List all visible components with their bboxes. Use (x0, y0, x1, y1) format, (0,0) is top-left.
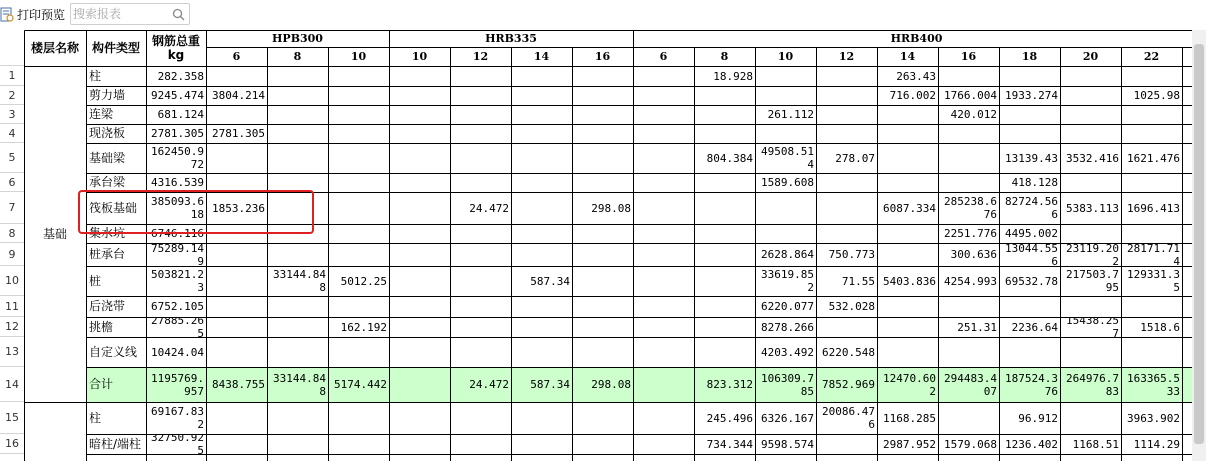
value-cell: 298.08 (591, 378, 631, 391)
value-cell: 129331.35 (1127, 268, 1180, 294)
value-cell: 264976.783 (1066, 371, 1119, 398)
header-grade-group: HRB400 (890, 32, 943, 45)
value-cell: 804.384 (706, 151, 753, 165)
total-weight-cell: 162450.972 (151, 145, 204, 171)
total-weight-cell: 32750.925 (151, 434, 204, 454)
value-cell: 13044.556 (1005, 243, 1058, 266)
header-diameter: 18 (1021, 50, 1038, 63)
header-diameter: 6 (659, 50, 668, 63)
component-name: 桩 (89, 273, 102, 288)
value-cell: 418.128 (1011, 176, 1058, 189)
component-name: 柱 (89, 68, 102, 83)
header-diameter: 14 (533, 50, 550, 63)
header-grade-group: HRB335 (485, 32, 537, 45)
component-name: 桩承台 (89, 247, 126, 261)
report-sheet (0, 30, 1206, 461)
row-number: 1 (0, 66, 24, 86)
value-cell: 263.43 (896, 69, 936, 83)
total-weight-cell: 385093.618 (151, 195, 204, 221)
vertical-scrollbar[interactable] (1192, 30, 1206, 461)
value-cell: 3963.902 (1127, 411, 1180, 425)
value-cell: 28171.714 (1127, 243, 1180, 266)
value-cell: 33619.852 (761, 268, 814, 294)
search-input[interactable] (73, 5, 167, 23)
value-cell: 4203.492 (761, 345, 814, 359)
value-cell: 300.636 (950, 248, 997, 261)
value-cell: 24.472 (469, 378, 509, 391)
component-name: 筏板基础 (89, 200, 138, 215)
row-number: 14 (0, 367, 24, 402)
value-cell: 1236.402 (1005, 437, 1058, 451)
value-cell: 587.34 (530, 378, 570, 391)
value-cell: 532.028 (828, 300, 875, 313)
value-cell: 734.344 (706, 437, 753, 451)
floor-group-label: 基础 (42, 226, 67, 241)
header-diameter: 10 (411, 50, 428, 63)
value-cell: 1621.476 (1127, 151, 1180, 165)
row-number: 15 (0, 402, 24, 434)
value-cell: 23119.202 (1066, 243, 1119, 266)
value-cell: 49508.514 (761, 145, 814, 171)
value-cell: 162.192 (340, 320, 387, 334)
total-weight-cell: 75289.149 (151, 243, 204, 266)
header-component-type: 构件类型 (91, 40, 140, 55)
value-cell: 1025.98 (1133, 89, 1180, 102)
value-cell: 5403.836 (883, 274, 936, 288)
value-cell: 15438.257 (1066, 317, 1119, 337)
total-weight-cell: 10424.04 (151, 345, 204, 359)
total-weight-cell: 4316.539 (151, 176, 204, 189)
component-name: 连梁 (89, 107, 114, 121)
component-name: 现浇板 (89, 126, 126, 140)
row-number: 16 (0, 434, 24, 454)
component-name: 暗柱/端柱 (89, 436, 142, 451)
value-cell: 187524.376 (1005, 371, 1058, 398)
header-diameter: 12 (472, 50, 489, 63)
value-cell: 1114.29 (1133, 437, 1180, 451)
value-cell: 298.08 (591, 201, 631, 215)
value-cell: 251.31 (957, 320, 997, 334)
header-total-line1: 钢筋总重 (151, 34, 200, 48)
value-cell: 5174.442 (334, 378, 387, 391)
component-name: 后浇带 (89, 299, 126, 313)
header-diameter: 16 (960, 50, 977, 63)
component-name: 合计 (89, 377, 114, 391)
search-box[interactable] (70, 3, 190, 25)
row-number: 10 (0, 266, 24, 296)
value-cell: 33144.848 (273, 371, 326, 398)
header-diameter: 16 (594, 50, 611, 63)
value-cell: 1853.236 (212, 201, 265, 215)
value-cell: 285238.676 (944, 195, 997, 221)
print-preview-button[interactable]: 打印预览 (17, 8, 66, 22)
scrollbar-thumb[interactable] (1194, 44, 1204, 444)
value-cell: 18.928 (713, 69, 753, 83)
value-cell: 6087.334 (883, 201, 936, 215)
value-cell: 106309.785 (761, 371, 814, 398)
value-cell: 13139.43 (1005, 151, 1058, 165)
header-diameter: 10 (350, 50, 367, 63)
total-weight-cell: 69167.832 (151, 405, 204, 431)
value-cell: 587.34 (530, 274, 570, 288)
value-cell: 1589.608 (761, 176, 814, 189)
total-weight-cell: 2781.305 (151, 127, 204, 140)
row-number: 3 (0, 105, 24, 124)
header-diameter: 12 (838, 50, 855, 63)
value-cell: 1579.068 (944, 437, 997, 451)
header-diameter: 14 (899, 50, 916, 63)
total-weight-cell: 1195769.957 (151, 371, 204, 398)
value-cell: 4254.993 (944, 274, 997, 288)
value-cell: 420.012 (950, 108, 997, 121)
component-name: 挑檐 (89, 319, 114, 334)
header-diameter: 6 (232, 50, 241, 63)
header-total-unit: kg (167, 48, 185, 62)
value-cell: 716.002 (889, 89, 936, 102)
value-cell: 1766.004 (944, 89, 997, 102)
print-preview-icon[interactable] (0, 7, 14, 23)
value-cell: 6220.077 (761, 300, 814, 313)
value-cell: 8438.755 (212, 378, 265, 391)
row-number: 6 (0, 173, 24, 192)
value-cell: 294483.407 (944, 371, 997, 398)
header-diameter: 20 (1082, 50, 1099, 63)
row-number: 2 (0, 86, 24, 105)
value-cell: 217503.795 (1066, 268, 1119, 294)
component-name: 自定义线 (89, 344, 138, 359)
total-weight-cell: 282.358 (157, 69, 204, 83)
toolbar (0, 0, 1206, 31)
value-cell: 71.55 (841, 274, 875, 288)
value-cell: 261.112 (767, 108, 814, 121)
search-icon[interactable] (172, 8, 185, 21)
value-cell: 2987.952 (883, 437, 936, 451)
value-cell: 163365.533 (1127, 371, 1180, 398)
value-cell: 5383.113 (1066, 201, 1119, 215)
row-number: 8 (0, 224, 24, 243)
value-cell: 12470.602 (883, 371, 936, 398)
total-weight-cell: 6752.105 (151, 300, 204, 313)
value-cell: 33144.848 (273, 268, 326, 294)
value-cell: 82724.566 (1005, 195, 1058, 221)
value-cell: 1518.6 (1140, 320, 1180, 334)
total-weight-cell: 27885.265 (151, 317, 204, 337)
header-floor-name: 楼层名称 (30, 40, 79, 55)
value-cell: 8278.266 (761, 320, 814, 334)
header-diameter: 8 (293, 50, 302, 63)
value-cell: 278.07 (835, 151, 875, 165)
value-cell: 3804.214 (212, 89, 265, 102)
total-weight-cell: 503821.23 (151, 268, 204, 294)
value-cell: 2236.64 (1011, 320, 1058, 334)
component-name: 剪力墙 (89, 88, 126, 102)
row-number: 4 (0, 124, 24, 143)
value-cell: 823.312 (706, 378, 753, 391)
component-name: 柱 (89, 410, 102, 425)
value-cell: 2781.305 (212, 127, 265, 140)
total-weight-cell: 6746.116 (151, 227, 204, 240)
value-cell: 2628.864 (761, 248, 814, 261)
value-cell: 5012.25 (340, 274, 387, 288)
header-diameter: 22 (1143, 50, 1160, 63)
value-cell: 6326.167 (761, 411, 814, 425)
row-number: 9 (0, 243, 24, 266)
value-cell: 96.912 (1018, 411, 1058, 425)
header-grade-group: HPB300 (272, 32, 323, 45)
row-number: 11 (0, 296, 24, 317)
header-diameter: 10 (777, 50, 794, 63)
value-cell: 750.773 (828, 248, 875, 261)
value-cell: 4495.002 (1005, 227, 1058, 240)
value-cell: 1168.51 (1072, 437, 1119, 451)
value-cell: 6220.548 (822, 345, 875, 359)
total-weight-cell: 681.124 (157, 108, 204, 121)
value-cell: 9598.574 (761, 437, 814, 451)
row-number: 7 (0, 192, 24, 224)
value-cell: 2251.776 (944, 227, 997, 240)
value-cell: 1696.413 (1127, 201, 1180, 215)
row-number: 5 (0, 143, 24, 173)
row-number: 12 (0, 317, 24, 337)
component-name: 集水坑 (89, 226, 126, 240)
value-cell: 24.472 (469, 201, 509, 215)
value-cell: 7852.969 (822, 378, 875, 391)
value-cell: 69532.78 (1005, 274, 1058, 288)
value-cell: 1168.285 (883, 411, 936, 425)
grid-lines (0, 30, 1192, 461)
value-cell: 1933.274 (1005, 89, 1058, 102)
header-diameter: 8 (720, 50, 729, 63)
value-cell: 245.496 (706, 411, 753, 425)
row-number: 13 (0, 337, 24, 367)
value-cell: 3532.416 (1066, 151, 1119, 165)
total-weight-cell: 9245.474 (151, 89, 204, 102)
component-name: 基础梁 (89, 150, 126, 165)
component-name: 承台梁 (89, 175, 126, 189)
value-cell: 20086.476 (822, 405, 875, 431)
